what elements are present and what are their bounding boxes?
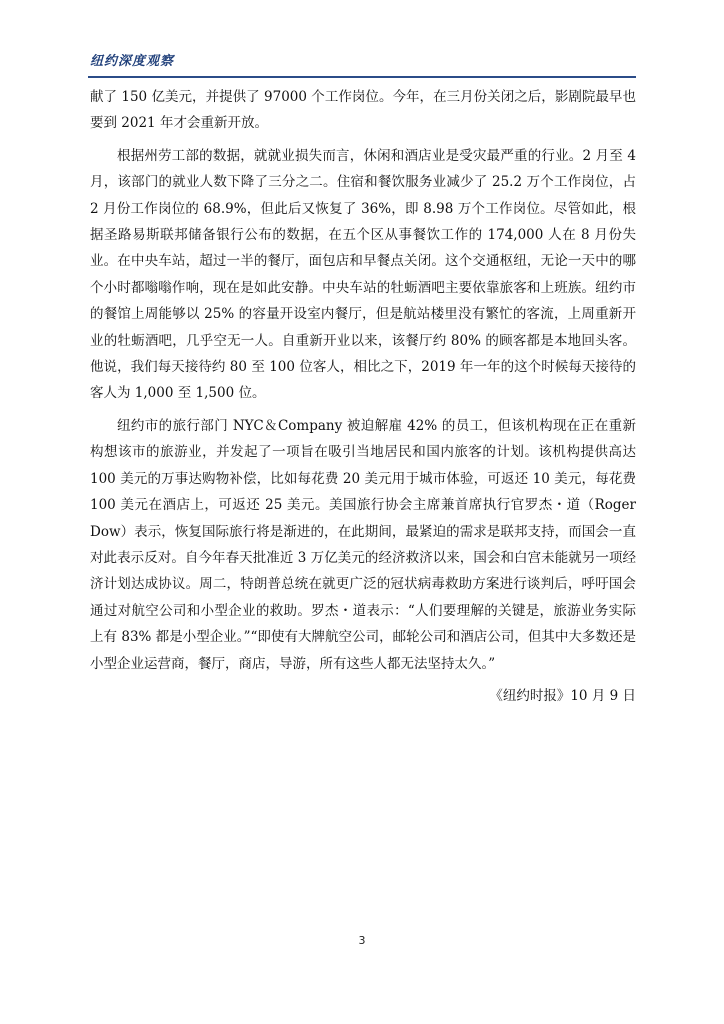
page-header-title: 纽约深度观察 (90, 54, 175, 69)
article-body (90, 84, 636, 715)
paragraph-continuation: 献了 150 亿美元，并提供了 97000 个工作岗位。今年，在三月份关闭之后，影剧院最早也要到 2021 年才会重新开放。 (90, 89, 636, 132)
paragraph-employment: 根据州劳工部的数据，就就业损失而言，休闲和酒店业是受灾最严重的行业。2 月至 4 月，该部门的就业人数下降了三分之二。住宿和餐饮服务业减少了 25.2 万个工作岗位，占 2 月份工作岗位的 68.9%，但此后又恢复了 36%，即 8.98 万个工作岗位。尽管如此，根据圣路易斯联邦储备银行公布的数据，在五个区从事餐饮工作的 174,000 人在 8 月份失业。在中央车站，超过一半的餐厅，面包店和早餐点关闭。这个交通枢纽，无论一天中的哪个小时都嗡嗡作响，现在是如此安静。中央车站的牡蛎酒吧主要依靠旅客和上班族。纽约市的餐馆上周能够以 25% 的容量开设室内餐厅，但是航站楼里没有繁忙的客流，上周重新开业的牡蛎酒吧，几乎空无一人。自重新开业以来，该餐厅约 80% 的顾客都是本地回头客。他说，我们每天接待约 80 至 100 位客人，相比之下，2019 年一年的这个时候每天接待的客人为 1,000 至 1,500 位。 (90, 147, 636, 402)
source-citation: 《纽约时报》10 月 9 日 (489, 687, 636, 704)
page-number: 3 (358, 934, 366, 947)
header-divider (88, 76, 636, 78)
paragraph-tourism: 纽约市的旅行部门 NYC＆Company 被迫解雇 42% 的员工，但该机构现在正在重新构想该市的旅游业，并发起了一项旨在吸引当地居民和国内旅客的计划。该机构提供高达 100 美元的万事达购物补偿，比如每花费 20 美元用于城市体验，可返还 10 美元，每花费 100 美元在酒店上，可返还 25 美元。美国旅行协会主席兼首席执行官罗杰・道（Roger Dow）表示，恢复国际旅行将是渐进的，在此期间，最紧迫的需求是联邦支持，而国会一直对此表示反对。自今年春天批准近 3 万亿美元的经济救济以来，国会和白宫未能就另一项经济计划达成协议。周二，特朗普总统在就更广泛的冠状病毒救助方案进行谈判后，呼吁国会通过对航空公司和小型企业的救助。罗杰・道表示：“人们要理解的关键是，旅游业务实际上有 83% 都是小型企业。”“即使有大牌航空公司，邮轮公司和酒店公司，但其中大多数还是小型企业运营商，餐厅，商店，导游，所有这些人都无法坚持太久。” (90, 417, 636, 672)
